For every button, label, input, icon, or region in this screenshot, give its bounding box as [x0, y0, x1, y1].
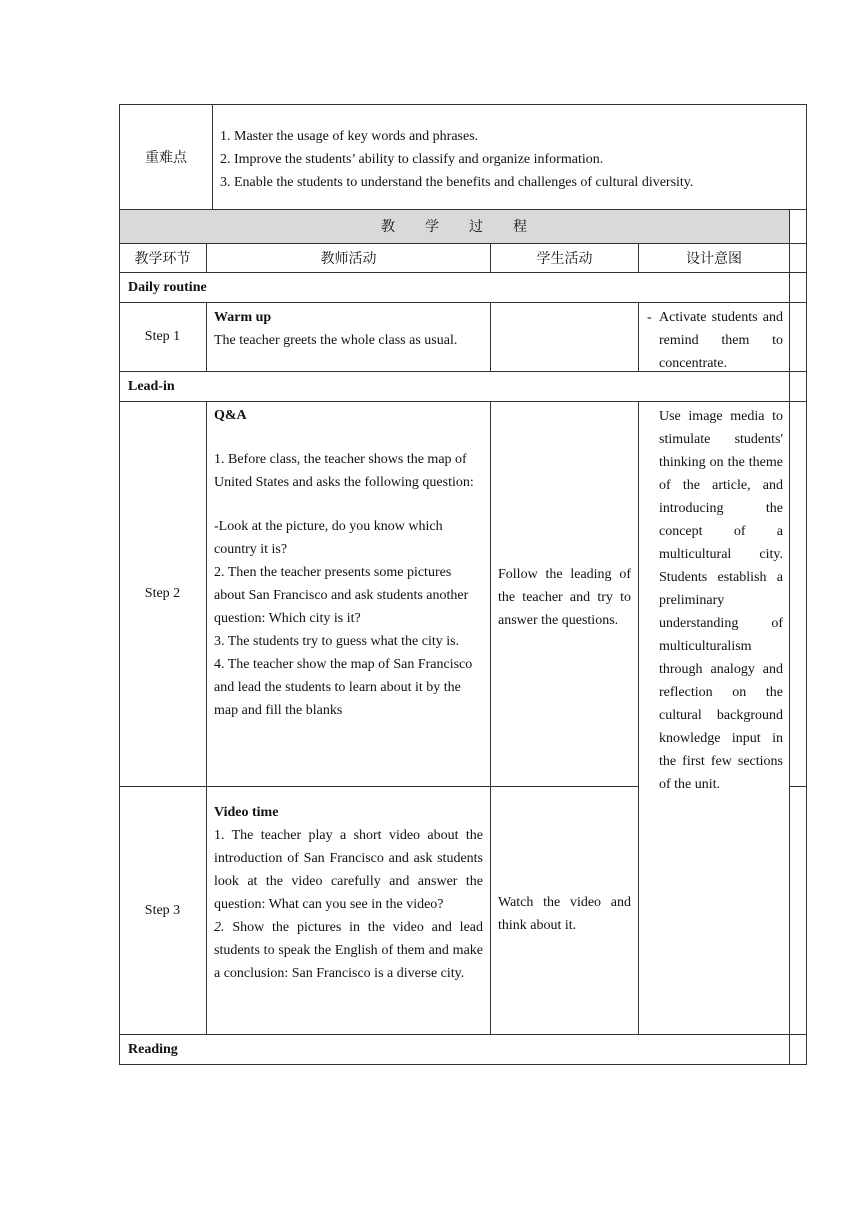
step-1-teacher-activity	[207, 306, 490, 370]
column-header-student-activity: 学生活动	[536, 250, 593, 267]
step-3-student-activity: Watch the video and think about it.	[498, 895, 631, 933]
step-2-point-1: 1. Before class, the teacher shows the map of United States and asks the following question:	[214, 452, 474, 490]
banner-char: 程	[513, 219, 527, 235]
step-1-label: Step 1	[144, 329, 181, 344]
column-header-stage: 教学环节	[134, 250, 191, 267]
step-3-point-2	[214, 916, 483, 985]
section-reading: Reading	[128, 1041, 178, 1057]
step-3-point-1: 1. The teacher play a short video about the introduction of San Francisco and ask students look at the video carefully and answer the question: What can you see in the video?	[214, 828, 483, 912]
key-point-item: 3. Enable the students to understand the benefits and challenges of cultural diversity.	[220, 175, 694, 190]
key-point-item: 2. Improve the students’ ability to classify and organize information.	[220, 152, 604, 167]
section-daily-routine: Daily routine	[128, 279, 207, 295]
banner-char: 学	[425, 219, 439, 235]
process-banner	[119, 209, 789, 243]
banner-char: 教	[381, 219, 395, 235]
step-2-point-3: 3. The students try to guess what the city is.	[214, 634, 460, 649]
section-lead-in: Lead-in	[128, 378, 175, 394]
step-1-title: Warm up	[214, 310, 272, 325]
key-points-table	[119, 104, 807, 210]
step-2-3-design-intent: Use image media to stimulate students' thinking on the theme of the article, and introducing the concept of a multicultural city. Students establish a preliminary understanding of multiculturalism through analogy and reflection on the cultural background knowledge input in the first few sections of the unit.	[659, 409, 783, 792]
teaching-process-table	[119, 209, 807, 1065]
step-2-point-2: 2. Then the teacher presents some pictures about San Francisco and ask students another question: Which city is it?	[214, 565, 469, 626]
step-2-point-4: 4. The teacher show the map of San Francisco and lead the students to learn about it by the map and fill the blanks	[214, 657, 473, 718]
key-points-list	[213, 105, 806, 209]
key-point-item: 1. Master the usage of key words and phrases.	[220, 129, 479, 144]
step-2-label: Step 2	[144, 586, 181, 601]
step-3-point-2-number: 2.	[214, 920, 225, 935]
step-3-teacher-activity	[207, 801, 490, 1031]
step-2-point-question: -Look at the picture, do you know which country it is?	[214, 519, 443, 557]
step-2-title: Q&A	[214, 408, 247, 423]
column-header-design-intent: 设计意图	[686, 250, 742, 267]
step-3-point-2-text: Show the pictures in the video and lead students to speak the English of them and make a conclusion: San Francisco is a diverse city.	[214, 920, 483, 981]
step-2-teacher-activity	[207, 404, 490, 784]
step-2-student-activity: Follow the leading of the teacher and try to answer the questions.	[498, 567, 631, 628]
step-1-teacher-text: The teacher greets the whole class as usual.	[214, 333, 458, 348]
step-1-student-activity	[491, 306, 638, 370]
step-3-label: Step 3	[144, 902, 181, 918]
step-3-title: Video time	[214, 805, 279, 820]
bullet-dash: -	[647, 310, 652, 325]
column-header-teacher-activity: 教师活动	[320, 250, 377, 267]
step-1-intent-text: Activate students and remind them to concentrate.	[659, 310, 783, 371]
banner-char: 过	[469, 219, 483, 235]
step-1-design-intent	[639, 306, 789, 372]
key-points-label: 重难点	[120, 105, 213, 209]
